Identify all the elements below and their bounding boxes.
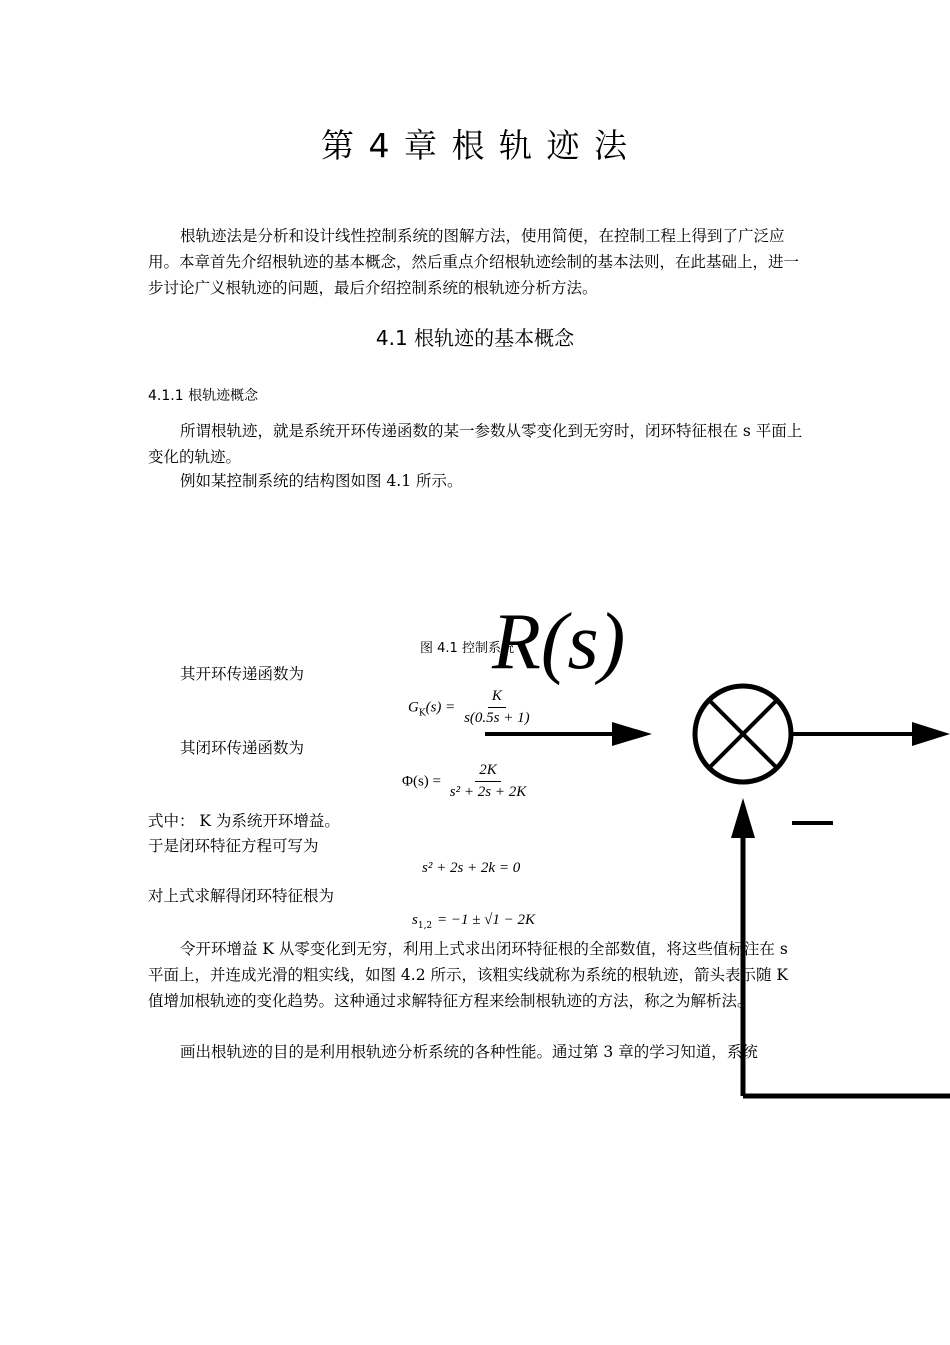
figure-caption: 图 4.1 控制系统	[420, 641, 514, 656]
eq4-lhs: s	[412, 912, 418, 928]
characteristic-equation: s² + 2s + 2k = 0	[422, 860, 521, 876]
summing-junction	[695, 686, 791, 782]
eq1-denominator: s(0.5s + 1)	[464, 710, 530, 726]
eq1-lhs: G	[408, 699, 419, 716]
feedback-line	[731, 798, 950, 1096]
section-heading: 4.1 根轨迹的基本概念	[375, 326, 575, 350]
paragraph-root-locus-definition: 所谓根轨迹，就是系统开环传递函数的某一参数从零变化到无穷时，闭环特征根在 s 平面上变化的轨迹。	[148, 422, 803, 466]
input-signal-line	[485, 722, 652, 746]
eq4-rhs: = −1 ± √1 − 2K	[436, 912, 536, 928]
eq1-numerator: K	[488, 688, 506, 708]
eq2-lhs: Φ(s) =	[402, 773, 442, 790]
eq1-sub: K	[418, 708, 426, 719]
output-signal-line	[793, 722, 950, 746]
roots-label: 对上式求解得闭环特征根为	[148, 887, 335, 905]
subsection-heading: 4.1.1 根轨迹概念	[148, 388, 259, 404]
figure-label-Rs: R(s)	[492, 598, 626, 686]
eq2-denominator: s² + 2s + 2K	[449, 784, 527, 800]
paragraph-analytic-method: 令开环增益 K 从零变化到无穷，利用上式求出闭环特征根的全部数值，将这些值标注在 s 平面上，并连成光滑的粗实线，如图 4.2 所示，该粗实线就称为系统的根轨迹，箭头表示随 K 值增加根轨迹的变化趋势。这种通过求解特征方程来绘制根轨迹的方法，称之为解析法。	[148, 940, 789, 1010]
closed-loop-label: 其闭环传递函数为	[180, 739, 305, 757]
paragraph-figure-reference: 例如某控制系统的结构图如图 4.1 所示。	[180, 472, 463, 490]
chapter-title: 第 4 章 根 轨 迹 法	[321, 126, 629, 165]
paragraph-purpose: 画出根轨迹的目的是利用根轨迹分析系统的各种性能。通过第 3 章的学习知道，系统	[180, 1043, 758, 1061]
eq2-numerator: 2K	[475, 762, 501, 782]
char-eq-label: 于是闭环特征方程可写为	[148, 837, 319, 855]
where-text: 式中： K 为系统开环增益。	[148, 812, 340, 830]
eq4-sub: 1,2	[417, 921, 433, 931]
open-loop-label: 其开环传递函数为	[180, 665, 305, 683]
eq1-arg: (s) =	[425, 699, 456, 716]
intro-paragraph: 根轨迹法是分析和设计线性控制系统的图解方法，使用简便，在控制工程上得到了广泛应用。本章首先介绍根轨迹的基本概念，然后重点介绍根轨迹绘制的基本法则，在此基础上，进一步讨论广义根轨迹的问题，最后介绍控制系统的根轨迹分析方法。	[148, 227, 800, 297]
